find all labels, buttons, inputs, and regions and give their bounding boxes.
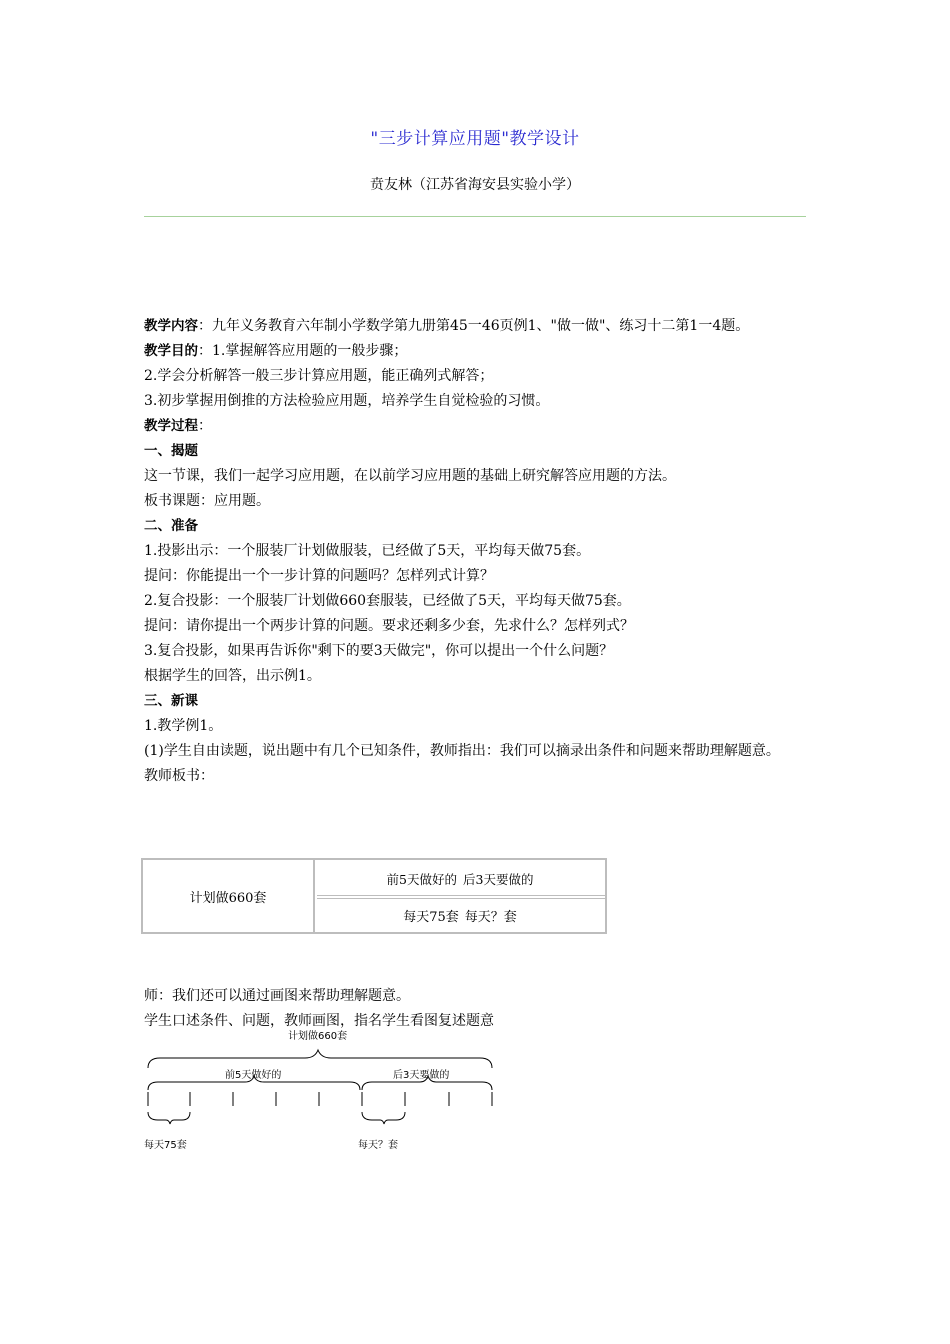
section-2-p6: 根据学生的回答，出示例1。: [144, 668, 321, 684]
divider: [144, 216, 806, 217]
per-first-brace: [148, 1112, 190, 1124]
goal-paragraph: [144, 339, 808, 364]
section-2-p3: 2.复合投影：一个服装厂计划做660套服装，已经做了5天，平均每天做75套。: [144, 593, 631, 609]
page-title: "三步计算应用题"教学设计: [370, 129, 580, 149]
content-text: ：九年义务教育六年制小学数学第九册第45一46页例1、"做一做"、练习十二第1一4题。: [198, 318, 750, 334]
diagram-second-label: 后3天要做的: [393, 1070, 450, 1081]
goal-3: 3.初步掌握用倒推的方法检验应用题，培养学生自觉检验的习惯。: [144, 393, 550, 409]
diagram-per-second-label: 每天？套: [358, 1140, 398, 1151]
author-line: 贲友林（江苏省海安县实验小学）: [370, 177, 580, 193]
after-p1: 师：我们还可以通过画图来帮助理解题意。: [144, 988, 410, 1004]
after-p2: 学生口述条件、问题，教师画图，指名学生看图复述题意: [144, 1013, 494, 1029]
segment-ticks: [148, 1092, 492, 1106]
total-brace: [148, 1050, 492, 1068]
diagram-per-first-label: 每天75套: [144, 1140, 187, 1151]
section-2-p2: 提问：你能提出一个一步计算的问题吗？怎样列式计算？: [144, 568, 494, 584]
board-top-cell: [317, 864, 603, 894]
process-colon: ：: [198, 418, 212, 434]
content-paragraph: [144, 314, 808, 339]
section-1-title: 一、揭题: [144, 443, 198, 459]
section-2-title: 二、准备: [144, 518, 198, 534]
diagram-first-label: 前5天做好的: [225, 1070, 282, 1081]
process-label: 教学过程: [144, 418, 198, 434]
section-1-p1: 这一节课，我们一起学习应用题，在以前学习应用题的基础上研究解答应用题的方法。: [144, 468, 676, 484]
board-bottom-b: 每天？套: [464, 909, 517, 925]
goal-label: 教学目的: [144, 343, 198, 359]
line-diagram: [140, 1028, 500, 1158]
section-1-p2: 板书课题：应用题。: [144, 493, 270, 509]
second-brace: [362, 1076, 492, 1090]
section-3-p1: 1.教学例1。: [144, 718, 223, 734]
goal-1: ：1.掌握解答应用题的一般步骤；: [198, 343, 408, 359]
board-bottom-cell: [317, 900, 603, 930]
board-top-b: 后3天要做的: [463, 872, 534, 887]
board-bottom-a: 每天75套: [403, 909, 459, 925]
section-2-p5: 3.复合投影，如果再告诉你"剩下的要3天做完"，你可以提出一个什么问题？: [144, 643, 614, 659]
section-3-title: 三、新课: [144, 693, 198, 709]
process-heading: [144, 414, 808, 439]
section-2-p1: 1.投影出示：一个服装厂计划做服装，已经做了5天，平均每天做75套。: [144, 543, 591, 559]
content-label: 教学内容: [144, 318, 198, 334]
board-plan-cell: 计划做660套: [143, 860, 315, 932]
after-board-text: [144, 984, 808, 1034]
diagram-total-label: 计划做660套: [288, 1031, 348, 1042]
section-3-p2: (1)学生自由读题，说出题中有几个已知条件，教师指出：我们可以摘录出条件和问题来帮助理解题意。: [144, 743, 780, 759]
lesson-body: [144, 314, 808, 789]
board-table: [141, 858, 607, 934]
goal-2: 2.学会分析解答一般三步计算应用题，能正确列式解答；: [144, 368, 494, 384]
per-second-brace: [362, 1112, 405, 1124]
section-3-p3: 教师板书：: [144, 768, 214, 784]
board-cell-divider: [317, 895, 605, 899]
section-2-p4: 提问：请你提出一个两步计算的问题。要求还剩多少套，先求什么？怎样列式？: [144, 618, 634, 634]
board-top-a: 前5天做好的: [386, 872, 457, 887]
